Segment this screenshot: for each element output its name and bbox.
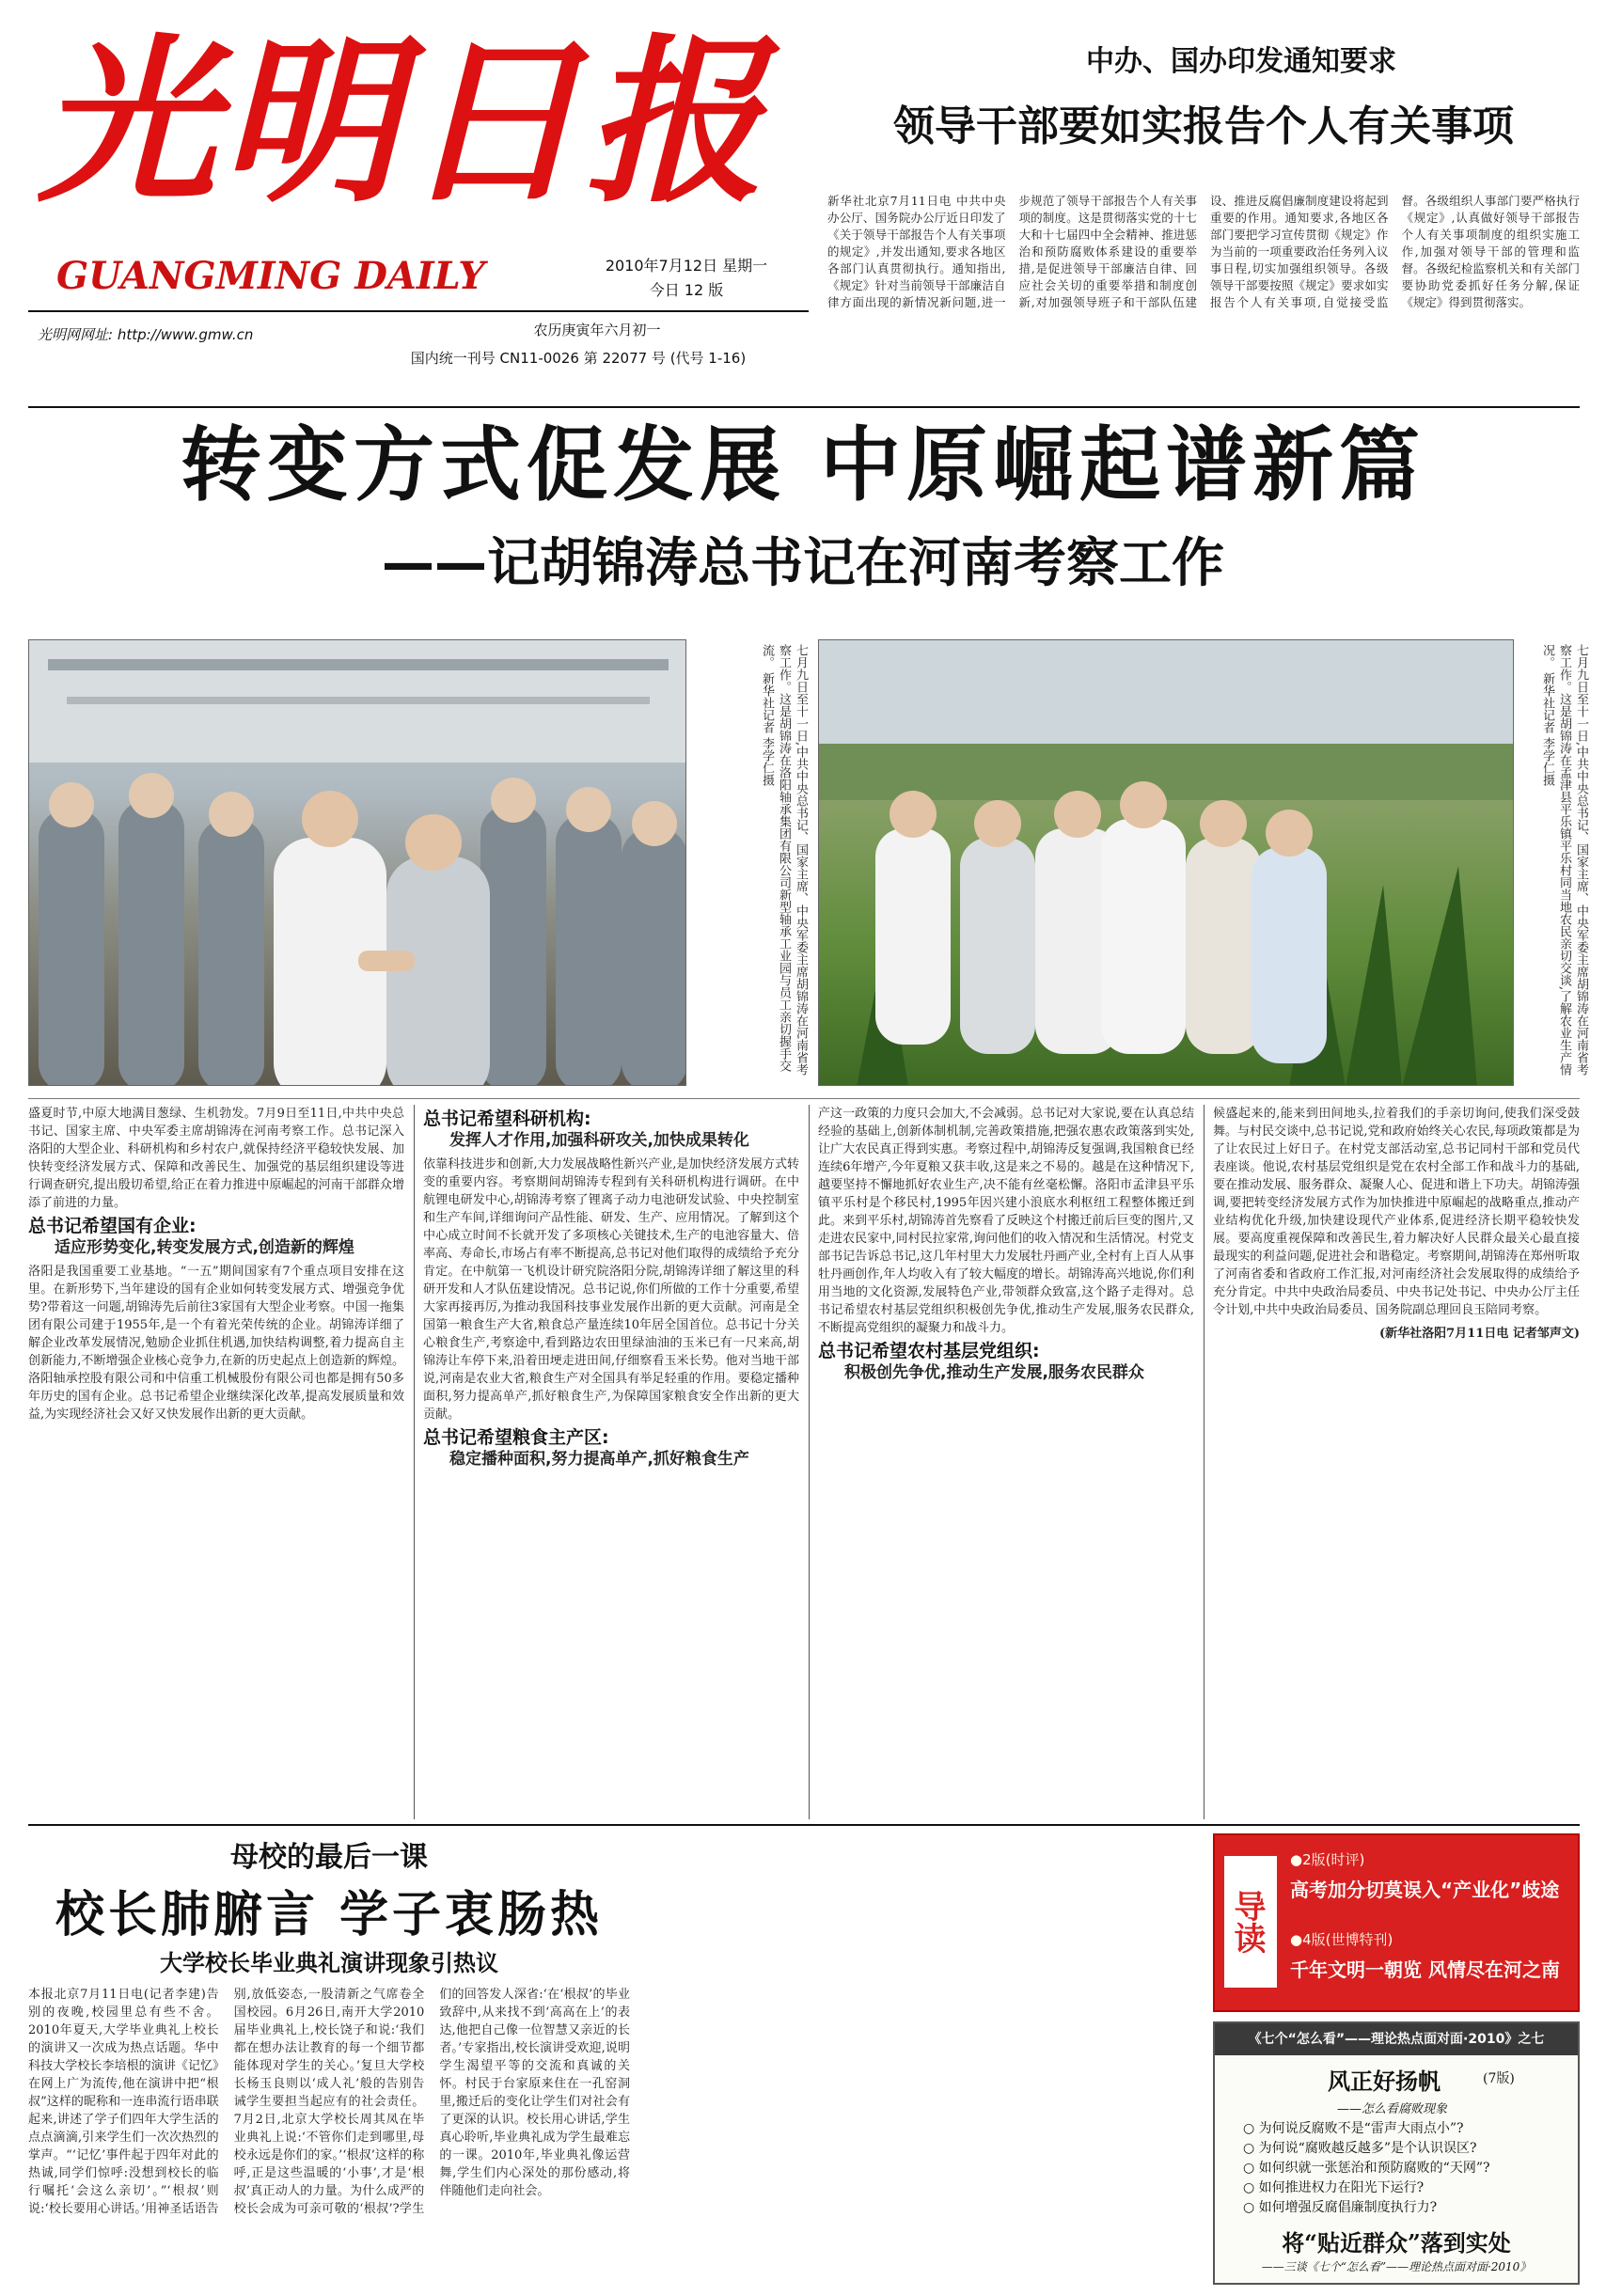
caption-left: 七月九日至十一日,中共中央总书记、国家主席、中央军委主席胡锦涛在河南省考察工作。这是胡锦涛在洛阳轴承集团有限公司新型轴承工业园与员工亲切握手交流。 新华社记者 李学仁摄 <box>760 644 808 1077</box>
bottom-text-left: 本报北京7月11日电(记者李建)告别的夜晚,校园里总有些不舍。2010年夏天,大学毕业典礼上校长的演讲又一次成为热点话题。华中科技大学校长李培根的演讲《记忆》在网上广为流传,他在演讲中把“根叔”这样的昵称和一连串流行语串联起来,讲述了学子们四年大学生活的点点滴滴,引来学生们一次次热烈的掌声。“‘记忆’事件起于四年对此的热诚,同学们惊呼:没想到校长的临行嘱托‘会这么亲切’。”‘根叔’则说:‘校长要用心讲话。’用神圣话语告别,放低姿态,一股清新之气席卷全国校园。6月26日,南开大学2010届毕业典礼上,校长饶子和说:‘我们都在想办法让教育的每一个细节都能体现对学生的关心。’复旦大学校长杨玉良则以‘成人礼’般的告别告诫学生要担当起应有的社会责任。7月2日,北京大学校长周其凤在毕业典礼上说:‘不管你们走到哪里,母校永远是你们的家。’‘根叔’这样的称呼,正是这些温暖的‘小事’,才是‘根叔’真正动人的力量。为什么成严的校长会成为可亲可敬的‘根叔’?学生们的回答发人深省:‘在‘根叔’的毕业致辞中,从来找不到‘高高在上’的表达,他把自己像一位智慧又亲近的长者。’专家指出,校长演讲受欢迎,说明学生渴望平等的交流和真诚的关怀。村民于台家原来住在一孔窑洞里,搬迁后的变化让学生们对社会有了更深的认识。校长用心讲话,学生真心聆听,毕业典礼成为学生最难忘的一课。2010年,毕业典礼像运营舞,学生们内心深处的那份感动,将伴随他们走向社会。 <box>28 1988 630 2216</box>
teaser-item-1-page: ●2版(时评) <box>1290 1851 1365 1868</box>
field-scene-graphic <box>819 640 1514 1086</box>
lead-body-col-1 <box>28 1105 404 1819</box>
section-head-2: 总书记希望科研机构: <box>423 1109 591 1129</box>
section-sub-3: 稳定播种面积,努力提高单产,抓好粮食生产 <box>449 1450 749 1469</box>
section-sub-1: 适应形势变化,转变发展方式,创造新的辉煌 <box>55 1238 354 1257</box>
series-questions <box>1243 2119 1572 2218</box>
section-sub-2: 发挥人才作用,加强科研攻关,加快成果转化 <box>449 1131 749 1150</box>
section-head-4: 总书记希望农村基层党组织: <box>818 1341 1040 1361</box>
lead-body-col-3 <box>818 1105 1194 1819</box>
bottom-headline[interactable]: 校长肺腑言 学子衷肠热 <box>55 1886 604 1943</box>
lead-text-d: 产这一政策的力度只会加大,不会减弱。总书记对大家说,要在认真总结经验的基础上,创新体制机制,完善政策措施,把强农惠农政策落到实处,让广大农民真正得到实惠。考察过程中,胡锦涛反复强调,我国粮食已经连续6年增产,今年夏粮又获丰收,这是来之不易的。越是在这种情况下,越要坚持不懈地抓好农业生产,决不能有丝毫松懈。洛阳市孟津县平乐镇平乐村是个移民村,1995年因兴建小浪底水利枢纽工程整体搬迁到此。来到平乐村,胡锦涛首先察看了反映这个村搬迁前后巨变的图片,又走进农民家中,同村民拉家常,询问他们的收入情况和生活情况。村党支部书记告诉总书记,这几年村里大力发展牡丹画产业,全村有上百人从事牡丹画创作,年人均收入有了较大幅度的增长。胡锦涛高兴地说,你们利用当地的文化资源,发展特色产业,带领群众致富,这个路子走得对。总书记希望农村基层党组织积极创先争优,推动生产发展,服务农民群众,不断提高党组织的凝聚力和战斗力。 <box>818 1107 1194 1335</box>
series-footer-title[interactable]: 将“贴近群众”落到实处 <box>1282 2229 1511 2257</box>
masthead-title-cn: 光明日报 <box>38 17 768 227</box>
series-question: ○ 如何增强反腐倡廉制度执行力? <box>1243 2200 1438 2215</box>
bottom-story <box>28 1833 1204 2285</box>
teaser-label: 导读 <box>1224 1856 1277 1988</box>
lead-text-c: 依靠科技进步和创新,大力发展战略性新兴产业,是加快经济发展方式转变的重要内容。考察期间胡锦涛专程到有关科研机构进行调研。在中航锂电研发中心,胡锦涛考察了锂离子动力电池研发试验、中央控制室和生产车间,详细询问产品性能、研发、生产、应用情况。了解到这个中心成立时间不长就开发了多项核心关键技术,生产的电池容量大、倍率高、寿命长,市场占有率不断提高,总书记对他们取得的成绩给予充分肯定。在中航第一飞机设计研究院洛阳分院,胡锦涛详细了解这里的科研开发和人才队伍建设情况。总书记说,你们所做的工作十分重要,希望大家再接再厉,为推动我国科技事业发展作出新的更大贡献。河南是全国第一粮食生产大省,粮食总产量连续10年居全国首位。总书记十分关心粮食生产,考察途中,看到路边农田里绿油油的玉米已有一尺来高,胡锦涛让车停下来,沿着田埂走进田间,仔细察看玉米长势。他对当地干部说,河南是农业大省,粮食生产对全国具有举足轻重的作用。要稳定播种面积,努力提高单产,抓好粮食生产,为保障国家粮食安全作出新的更大贡献。 <box>423 1157 799 1422</box>
teaser-item-2-page: ●4版(世博特刊) <box>1290 1931 1393 1948</box>
lead-text-e: 候盛起来的,能来到田间地头,拉着我们的手亲切询问,使我们深受鼓舞。与村民交谈中,总书记说,党和政府始终关心农民,每项政策都是为了让农民过上好日子。在村党支部活动室,总书记同村干部和党员代表座谈。他说,农村基层党组织是党在农村全部工作和战斗力的基础,要在推动发展、服务群众、凝聚人心、促进和谐上下功夫。胡锦涛强调,要把转变经济发展方式作为加快推进中原崛起的战略重点,推动产业结构优化升级,加快建设现代产业体系,促进经济长期平稳较快发展。要高度重视保障和改善民生,着力解决好人民群众最关心最直接最现实的利益问题,促进社会和谐稳定。考察期间,胡锦涛在郑州听取了河南省委和省政府工作汇报,对河南经济社会发展取得的成绩给予充分肯定。中共中央政治局委员、中央书记处书记、中央办公厅主任令计划,中共中央政治局委员、国务院副总理回良玉陪同考察。 <box>1213 1107 1580 1317</box>
teaser-box <box>1213 1833 1580 2012</box>
caption-right: 七月九日至十一日,中共中央总书记、国家主席、中央军委主席胡锦涛在河南省考察工作。这是胡锦涛在孟津县平乐镇平乐村同当地农民亲切交谈,了解农业生产情况。 新华社记者 李学仁摄 <box>1540 644 1588 1077</box>
series-title[interactable]: 风正好扬帆 <box>1328 2068 1441 2095</box>
masthead-website[interactable]: 光明网网址: http://www.gmw.cn <box>38 326 254 343</box>
section-sub-4: 积极创先争优,推动生产发展,服务农民群众 <box>844 1363 1144 1382</box>
masthead-pages: 今日 12 版 <box>649 281 724 299</box>
teaser-item-2[interactable] <box>1290 1929 1572 1982</box>
top-story-kicker: 中办、国办印发通知要求 <box>1086 45 1396 78</box>
masthead-title-en: GUANGMING DAILY <box>56 254 485 298</box>
lead-subhead: ——记胡锦涛总书记在河南考察工作 <box>382 533 1224 594</box>
lead-text-a: 盛夏时节,中原大地满目葱绿、生机勃发。7月9日至11日,中共中央总书记、国家主席、中央军委主席胡锦涛在河南考察工作。总书记深入洛阳的大型企业、科研机构和乡村农户,就保持经济平稳较快发展、加快转变经济发展方式、保障和改善民生、加强党的基层组织建设等进行调查研究,提出殷切希望,给正在着力推进中原崛起的河南干部群众增添了前进的力量。 <box>28 1107 404 1210</box>
teaser-item-1[interactable] <box>1290 1849 1572 1902</box>
lead-byline: (新华社洛阳7月11日电 记者邹声文) <box>1379 1327 1580 1341</box>
photo-field <box>818 639 1514 1086</box>
series-banner: 《七个“怎么看”——理论热点面对面·2010》之七 <box>1215 2023 1578 2055</box>
top-story-headline[interactable]: 领导干部要如实报告个人有关事项 <box>893 102 1514 150</box>
series-question: ○ 如何织就一张惩治和预防腐败的“天网”? <box>1243 2161 1490 2176</box>
series-page-note: (7版) <box>1483 2071 1515 2086</box>
series-question: ○ 为何说“腐败越反越多”是个认识误区? <box>1243 2141 1477 2156</box>
section-head-3: 总书记希望粮食主产区: <box>423 1427 609 1448</box>
masthead <box>0 0 809 404</box>
bottom-subhead: 大学校长毕业典礼演讲现象引热议 <box>160 1950 498 1976</box>
lead-text-b: 洛阳是我国重要工业基地。“一五”期间国家有7个重点项目安排在这里。在新形势下,当年建设的国有企业如何转变发展方式、增强竞争优势?带着这一问题,胡锦涛先后前往3家国有大型企业考察。中国一拖集团有限公司建于1955年,是一个有着光荣传统的企业。胡锦涛详细了解企业改革发展情况,勉励企业抓住机遇,加快结构调整,着力提高自主创新能力,不断增强企业核心竞争力,在新的历史起点上创造新的辉煌。洛阳轴承控股有限公司和中信重工机械股份有限公司也都是拥有50多年历史的国有企业。总书记希望企业继续深化改革,提高发展质量和效益,为实现经济社会又好又快发展作出新的更大贡献。 <box>28 1265 404 1422</box>
series-footer-note: ——三谈《七个“怎么看”——理论热点面对面·2010》 <box>1261 2260 1532 2273</box>
lead-body-col-4 <box>1213 1105 1580 1819</box>
section-head-1: 总书记希望国有企业: <box>28 1216 197 1236</box>
masthead-date: 2010年7月12日 星期一 <box>605 257 768 275</box>
series-byline: ——怎么看腐败现象 <box>1337 2102 1448 2116</box>
teaser-item-1-title: 高考加分切莫误入“产业化”歧途 <box>1290 1879 1560 1901</box>
series-box <box>1213 2021 1580 2285</box>
top-story <box>818 38 1589 400</box>
masthead-issue: 国内统一刊号 CN11-0026 第 22077 号 (代号 1-16) <box>410 350 747 367</box>
lead-body-col-2 <box>423 1105 799 1819</box>
teaser-item-2-title: 千年文明一朝览 风情尽在河之南 <box>1290 1958 1560 1981</box>
masthead-lunar: 农历庚寅年六月初一 <box>533 322 661 338</box>
top-story-body: 新华社北京7月11日电 中共中央办公厅、国务院办公厅近日印发了《关于领导干部报告个人有关事项的规定》,并发出通知,要求各地区各部门认真贯彻执行。通知指出,《规定》针对当前领导干部廉洁自律方面出现的新情况新问题,进一步规范了领导干部报告个人有关事项的制度。这是贯彻落实党的十七大和十七届四中全会精神、推进惩治和预防腐败体系建设的重要举措,是促进领导干部廉洁自律、回应社会关切的重要举措和制度创新,对加强领导班子和干部队伍建设、推进反腐倡廉制度建设将起到重要的作用。通知要求,各地区各部门要把学习宣传贯彻《规定》作为当前的一项重要政治任务列入议事日程,切实加强组织领导。各级领导干部要按照《规定》要求如实报告个人有关事项,自觉接受监督。各级组织人事部门要严格执行《规定》,认真做好领导干部报告个人有关事项制度的组织实施工作,加强对领导干部的管理和监督。各级纪检监察机关和有关部门要协助党委抓好任务分解,保证《规定》得到贯彻落实。 <box>827 194 1580 309</box>
lead-headline[interactable]: 转变方式促发展 中原崛起谱新篇 <box>181 417 1425 512</box>
handshake-scene-graphic <box>29 640 686 1086</box>
series-question: ○ 为何说反腐败不是“雷声大雨点小”? <box>1243 2121 1464 2136</box>
photo-handshake <box>28 639 686 1086</box>
bottom-kicker: 母校的最后一课 <box>230 1841 428 1874</box>
series-question: ○ 如何推进权力在阳光下运行? <box>1243 2180 1425 2195</box>
